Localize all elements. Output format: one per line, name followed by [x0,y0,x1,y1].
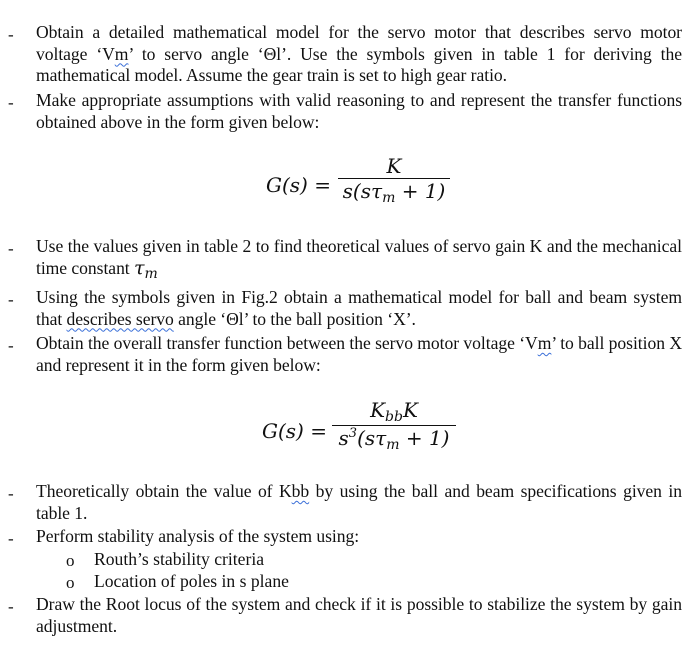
equation-1-numerator: K [386,154,402,178]
equation-1-fraction [338,154,450,206]
sub-item-marker: o [66,573,75,592]
bullet-dash: - [8,529,14,548]
sub-item-poles: Location of poles in s plane [94,571,289,591]
bullet-text: Obtain a detailed mathematical model for the servo motor that describes servo motor voltage ‘Vm’ to servo angle ‘Θl’. Use the symbols given in table 1 for deriving the mathematical model. Assume the gear train is set to high gear ratio. [36,22,683,85]
equation-2-lhs: G(s) = [262,419,327,443]
bullet-dash: - [8,484,14,503]
equation-2-denominator: $s^3(s\tau_m + 1)$ [338,426,450,453]
bullet-text: Perform stability analysis of the system using: [36,526,360,546]
bullet-dash: - [8,597,14,616]
equation-2-numerator: $K_{bb}K$ [370,398,418,425]
bullet-dash: - [8,336,14,355]
equation-2-fraction [332,398,456,453]
bullet-dash: - [8,239,14,258]
bullet-text: Obtain the overall transfer function between the servo motor voltage ‘Vm’ to ball position X and represent it in the form given below: [36,333,682,375]
sub-item-marker: o [66,551,75,570]
bullet-dash: - [8,290,14,309]
bullet-text: Theoretically obtain the value of Kbb by using the ball and beam specifications given in table 1. [36,481,682,523]
sub-item-routh: Routh’s stability criteria [94,549,265,569]
bullet-text: Draw the Root locus of the system and check if it is possible to stabilize the system by gain adjustment. [36,594,682,636]
bullet-dash: - [8,25,14,44]
bullet-text: Using the symbols given in Fig.2 obtain a mathematical model for ball and beam system that describes servo angle ‘Θl’ to the ball position ‘X’. [36,287,682,329]
bullet-text: Make appropriate assumptions with valid reasoning to and represent the transfer functions obtained above in the form given below: [36,90,682,132]
bullet-text: Use the values given in table 2 to find theoretical values of servo gain K and the mechanical time constant $\tau_m$ [36,236,682,282]
bullet-dash: - [8,93,14,112]
equation-1-lhs: G(s) = [266,173,331,197]
equation-1-denominator: $s(s\tau_m + 1)$ [342,179,446,206]
